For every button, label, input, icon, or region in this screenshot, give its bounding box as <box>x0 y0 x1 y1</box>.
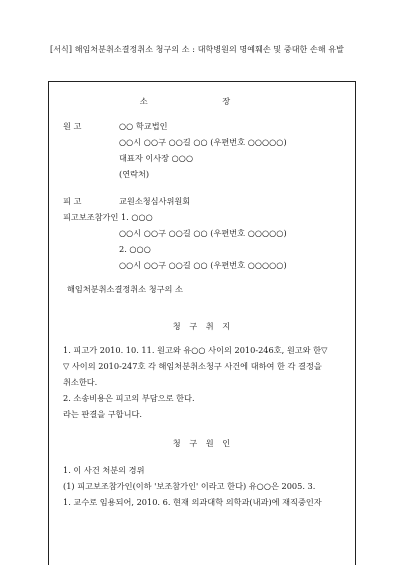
case-name: 해임처분취소결정취소 청구의 소 <box>67 284 183 294</box>
plaintiff-address: ○○시 ○○구 ○○길 ○○ (우편번호 ○○○○○) <box>119 137 287 147</box>
plaintiff-representative: 대표자 이사장 ○○○ <box>119 153 194 163</box>
document-title: 소 장 <box>139 96 267 106</box>
cause-line: 1. 교수로 임용되어, 2010. 6. 현재 의과대학 의학과(내과)에 재직중인자 <box>63 497 322 507</box>
document-caption: [서식] 해임처분취소결정취소 청구의 소 : 대학병원의 명예훼손 및 중대한 손해 유발 <box>50 45 344 54</box>
cause-heading: 청 구 원 인 <box>172 438 234 448</box>
claim-line: 1. 피고가 2010. 10. 11. 원고와 유○○ 사이의 2010-246호, 원고와 한▽ <box>63 345 328 355</box>
claim-line: ▽ 사이의 2010-247호 각 해임처분취소청구 사건에 대하여 한 각 결정을 <box>63 361 322 371</box>
intervenor-address-2: ○○시 ○○구 ○○길 ○○ (우편번호 ○○○○○) <box>119 260 287 270</box>
claim-line: 취소한다. <box>63 377 98 387</box>
cause-line: (1) 피고보조참가인(이하 '보조참가인' 이라고 한다) 유○○은 2005. 3. <box>63 481 316 491</box>
cause-line: 1. 이 사건 처분의 경위 <box>63 465 145 475</box>
document-frame <box>48 81 356 565</box>
claim-heading: 청 구 취 지 <box>172 321 234 331</box>
plaintiff-name: ○○ 학교법인 <box>119 121 168 131</box>
plaintiff-contact: (연락처) <box>119 169 150 179</box>
intervenor-name-2: 2. ○○○ <box>119 244 151 254</box>
defendant-name: 교원소청심사위원회 <box>119 196 191 206</box>
intervenor-address-1: ○○시 ○○구 ○○길 ○○ (우편번호 ○○○○○) <box>119 228 287 238</box>
plaintiff-label: 원 고 <box>63 121 82 131</box>
claim-line: 라는 판결을 구합니다. <box>63 409 142 419</box>
claim-line: 2. 소송비용은 피고의 부담으로 한다. <box>63 393 195 403</box>
defendant-label: 피 고 <box>63 196 82 206</box>
intervenor-label: 피고보조참가인 1. ○○○ <box>63 212 153 222</box>
